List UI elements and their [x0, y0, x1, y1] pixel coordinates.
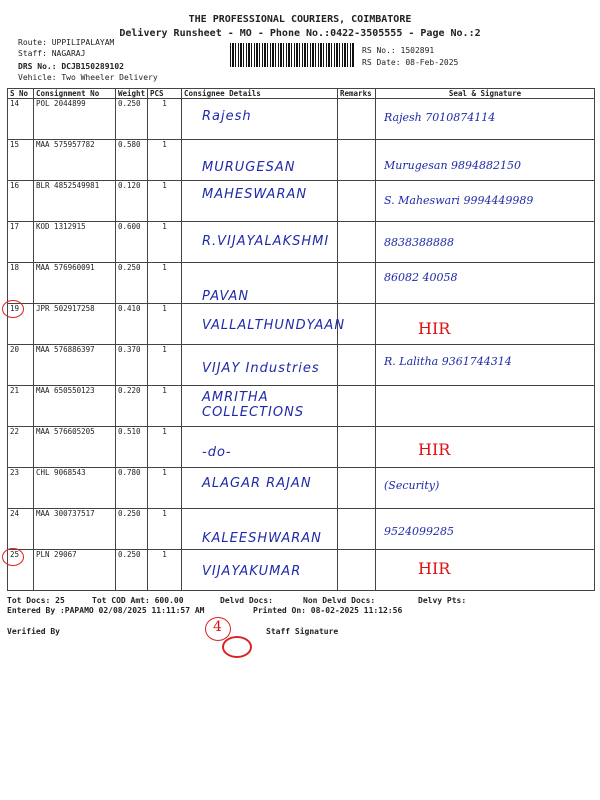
col-consignment: Consignment No — [34, 89, 116, 99]
row-sno: 14 — [8, 99, 34, 140]
runsheet-table — [7, 88, 595, 591]
table-row — [8, 304, 595, 345]
row-remarks — [338, 509, 376, 550]
row-consignee — [182, 222, 338, 263]
consignee-handwriting: MAHESWARAN — [202, 187, 308, 202]
table-row — [8, 99, 595, 140]
consignee-handwriting: VALLALTHUNDYAAN — [202, 318, 346, 333]
row-consignment: KOD 1312915 — [34, 222, 116, 263]
row-weight: 0.370 — [116, 345, 148, 386]
row-pcs: 1 — [148, 181, 182, 222]
barcode — [230, 43, 354, 67]
row-weight: 0.410 — [116, 304, 148, 345]
row-consignment: MAA 650550123 — [34, 386, 116, 427]
verified-by: Verified By — [7, 627, 60, 636]
row-signature — [376, 140, 595, 181]
row-consignee — [182, 181, 338, 222]
row-consignee — [182, 140, 338, 181]
row-consignee — [182, 345, 338, 386]
row-weight: 0.600 — [116, 222, 148, 263]
row-pcs: 1 — [148, 140, 182, 181]
row-sno: 19 — [8, 304, 34, 345]
row-consignment: CHL 9068543 — [34, 468, 116, 509]
row-weight: 0.510 — [116, 427, 148, 468]
row-sno: 15 — [8, 140, 34, 181]
row-pcs: 1 — [148, 263, 182, 304]
row-sno: 25 — [8, 550, 34, 591]
row-sno: 24 — [8, 509, 34, 550]
entered-by: Entered By :PAPAMO 02/08/2025 11:11:57 AM — [7, 606, 205, 615]
initials-scribble — [222, 636, 252, 658]
rs-date: RS Date: 08-Feb-2025 — [362, 58, 459, 67]
vehicle: Vehicle: Two Wheeler Delivery — [18, 73, 158, 82]
signature-handwriting: 8838388888 — [384, 236, 454, 249]
consignee-handwriting: VIJAY Industries — [202, 361, 320, 376]
row-consignment: BLR 4852549981 — [34, 181, 116, 222]
row-consignment: MAA 576960091 — [34, 263, 116, 304]
row-signature — [376, 468, 595, 509]
row-consignment: POL 2044899 — [34, 99, 116, 140]
signature-handwriting: 9524099285 — [384, 525, 454, 538]
col-sno: S No — [8, 89, 34, 99]
non-delivered-docs: Non Delvd Docs: — [303, 596, 376, 605]
row-sno: 22 — [8, 427, 34, 468]
row-remarks — [338, 140, 376, 181]
row-signature — [376, 345, 595, 386]
signature-handwriting: (Security) — [384, 479, 440, 492]
row-remarks — [338, 99, 376, 140]
row-pcs: 1 — [148, 468, 182, 509]
row-sno: 21 — [8, 386, 34, 427]
signature-handwriting: Rajesh 7010874114 — [384, 111, 496, 124]
row-remarks — [338, 181, 376, 222]
row-signature — [376, 550, 595, 591]
row-signature — [376, 99, 595, 140]
signature-handwriting: S. Maheswari 9994449989 — [384, 194, 534, 207]
table-row — [8, 181, 595, 222]
row-signature — [376, 222, 595, 263]
row-weight: 0.780 — [116, 468, 148, 509]
total-cod: Tot COD Amt: 600.00 — [92, 596, 184, 605]
signature-handwriting: 86082 40058 — [384, 271, 458, 284]
row-pcs: 1 — [148, 550, 182, 591]
total-docs: Tot Docs: 25 — [7, 596, 65, 605]
table-row — [8, 386, 595, 427]
row-pcs: 1 — [148, 386, 182, 427]
row-remarks — [338, 468, 376, 509]
drs-number: DRS No.: DCJB150289102 — [18, 62, 124, 71]
table-row — [8, 550, 595, 591]
hir-mark: HIR — [418, 319, 451, 338]
rs-number: RS No.: 1502891 — [362, 46, 435, 55]
row-consignment: PLN 29067 — [34, 550, 116, 591]
consignee-handwriting: KALEESHWARAN — [202, 531, 322, 546]
row-pcs: 1 — [148, 99, 182, 140]
row-consignment: JPR 502917258 — [34, 304, 116, 345]
table-row — [8, 222, 595, 263]
row-weight: 0.250 — [116, 99, 148, 140]
row-signature — [376, 181, 595, 222]
row-consignee — [182, 550, 338, 591]
row-sno: 17 — [8, 222, 34, 263]
row-remarks — [338, 222, 376, 263]
consignee-handwriting: Rajesh — [202, 109, 252, 124]
consignee-handwriting: -do- — [202, 445, 232, 460]
hir-mark: HIR — [418, 440, 451, 459]
row-signature — [376, 304, 595, 345]
row-weight: 0.250 — [116, 263, 148, 304]
row-pcs: 1 — [148, 427, 182, 468]
table-row — [8, 140, 595, 181]
row-remarks — [338, 550, 376, 591]
consignee-handwriting: R.VIJAYALAKSHMI — [202, 234, 330, 249]
consignee-handwriting: ALAGAR RAJAN — [202, 476, 312, 491]
col-remarks: Remarks — [338, 89, 376, 99]
hir-mark: HIR — [418, 559, 451, 578]
row-pcs: 1 — [148, 509, 182, 550]
row-sno: 23 — [8, 468, 34, 509]
row-weight: 0.250 — [116, 550, 148, 591]
row-consignee — [182, 386, 338, 427]
delivery-points: Delvy Pts: — [418, 596, 467, 605]
row-remarks — [338, 345, 376, 386]
table-header — [8, 89, 595, 99]
row-weight: 0.580 — [116, 140, 148, 181]
row-consignment: MAA 300737517 — [34, 509, 116, 550]
row-consignee — [182, 304, 346, 345]
row-weight: 0.120 — [116, 181, 148, 222]
row-signature — [376, 386, 595, 427]
circle-mark-25 — [2, 548, 24, 566]
row-remarks — [338, 263, 376, 304]
table-row — [8, 468, 595, 509]
route: Route: UPPILIPALAYAM — [18, 38, 115, 47]
row-consignment: MAA 576886397 — [34, 345, 116, 386]
row-remarks — [338, 386, 376, 427]
company-title: THE PROFESSIONAL COURIERS, COIMBATORE — [188, 14, 412, 25]
row-sno: 18 — [8, 263, 34, 304]
row-consignment: MAA 575957782 — [34, 140, 116, 181]
row-consignee — [182, 263, 338, 304]
row-sno: 16 — [8, 181, 34, 222]
row-consignment: MAA 576605205 — [34, 427, 116, 468]
row-weight: 0.250 — [116, 509, 148, 550]
col-pcs: PCS — [148, 89, 182, 99]
row-pcs: 1 — [148, 345, 182, 386]
staff: Staff: NAGARAJ — [18, 49, 86, 58]
runsheet-subtitle: Delivery Runsheet - MO - Phone No.:0422-3505555 - Page No.:2 — [119, 28, 481, 39]
signature-handwriting: R. Lalitha 9361744314 — [384, 355, 512, 368]
table-row — [8, 263, 595, 304]
col-signature: Seal & Signature — [376, 89, 595, 99]
row-remarks — [338, 427, 376, 468]
printed-on: Printed On: 08-02-2025 11:12:56 — [253, 606, 403, 615]
row-pcs: 1 — [148, 304, 182, 345]
table-row — [8, 509, 595, 550]
row-consignee — [182, 427, 338, 468]
row-signature — [376, 427, 595, 468]
table-row — [8, 345, 595, 386]
row-weight: 0.220 — [116, 386, 148, 427]
row-signature — [376, 263, 595, 304]
consignee-handwriting: MURUGESAN — [202, 160, 296, 175]
row-consignee — [182, 99, 338, 140]
col-consignee: Consignee Details — [182, 89, 338, 99]
signature-handwriting: Murugesan 9894882150 — [384, 159, 522, 172]
consignee-handwriting: PAVAN — [202, 289, 250, 304]
row-consignee — [182, 468, 338, 509]
consignee-handwriting: AMRITHA COLLECTIONS — [202, 390, 305, 420]
circle-mark-19 — [2, 300, 24, 318]
row-sno: 20 — [8, 345, 34, 386]
count-mark: 4 — [213, 619, 222, 635]
row-consignee — [182, 509, 338, 550]
consignee-handwriting: VIJAYAKUMAR — [202, 564, 302, 579]
delivered-docs: Delvd Docs: — [220, 596, 273, 605]
row-signature — [376, 509, 595, 550]
row-pcs: 1 — [148, 222, 182, 263]
col-weight: Weight — [116, 89, 148, 99]
table-row — [8, 427, 595, 468]
staff-signature: Staff Signature — [266, 627, 339, 636]
